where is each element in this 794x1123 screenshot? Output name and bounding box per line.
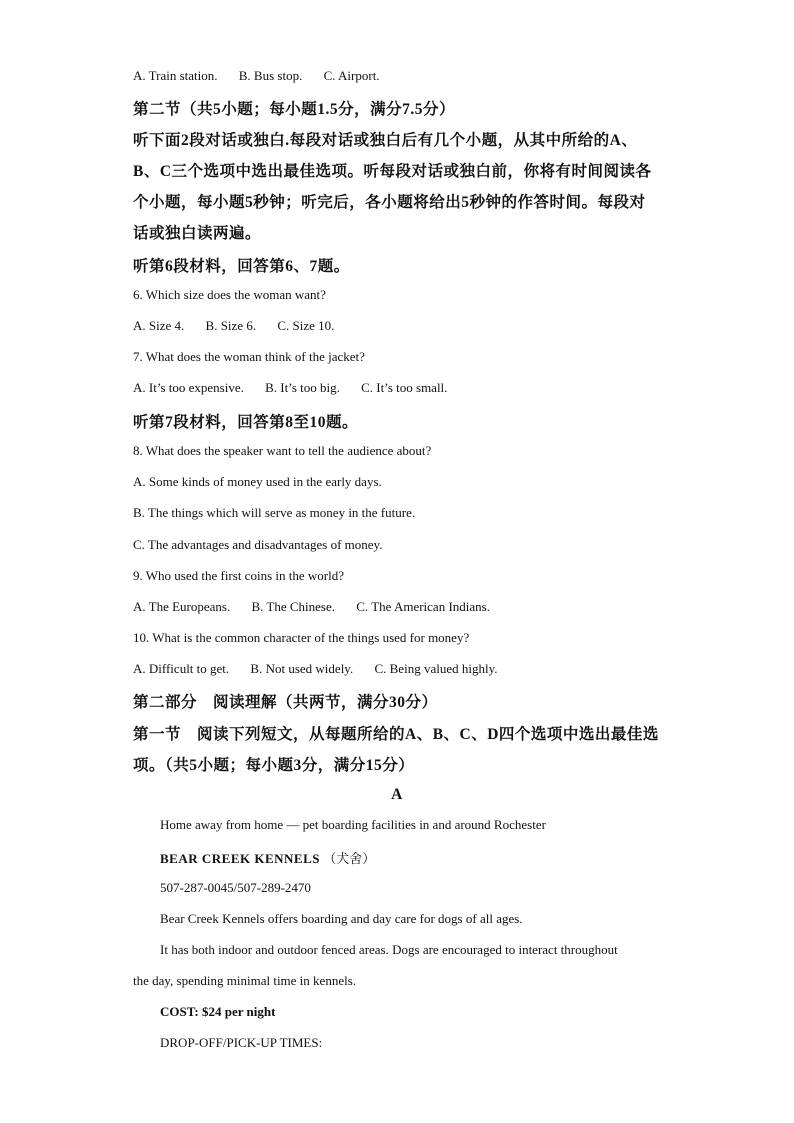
q7-option-c: C. It’s too small. (361, 380, 448, 395)
q9-option-b: B. The Chinese. (251, 599, 336, 614)
q5-option-b: B. Bus stop. (238, 68, 303, 83)
q9-option-a: A. The Europeans. (133, 599, 231, 614)
section2-instruction-line3: 个小题，每小题5秒钟；听完后，各小题将给出5秒钟的作答时间。每段对 (133, 194, 646, 211)
q6-option-b: B. Size 6. (205, 318, 257, 333)
section2-title: 第二节（共5小题；每小题1.5分，满分7.5分） (133, 101, 456, 118)
section2-instruction-line1: 听下面2段对话或独白.每段对话或独白后有几个小题，从其中所给的A、 (133, 132, 638, 149)
q8-option-b: B. The things which will serve as money in the future. (133, 505, 416, 520)
passage-para2-line1: It has both indoor and outdoor fenced areas. Dogs are encouraged to interact throughout (160, 942, 618, 957)
q9-option-c: C. The American Indians. (356, 599, 490, 614)
q6-question: 6. Which size does the woman want? (133, 287, 326, 302)
section2-instruction-line2: B、C三个选项中选出最佳选项。听每段对话或独白前，你将有时间阅读各 (133, 163, 652, 180)
part2-section1-line1: 第一节 阅读下列短文，从每题所给的A、B、C、D四个选项中选出最佳选 (133, 726, 659, 743)
kennel-name-cn: （犬舍） (323, 851, 376, 866)
kennel-name (160, 848, 694, 867)
passage-para2-line2: the day, spending minimal time in kennels. (133, 973, 357, 988)
passage-para1: Bear Creek Kennels offers boarding and day care for dogs of all ages. (160, 911, 523, 926)
q5-option-a: A. Train station. (133, 68, 218, 83)
q5-options (133, 68, 694, 84)
q9-question: 9. Who used the first coins in the world? (133, 568, 344, 583)
q7-question: 7. What does the woman think of the jacket? (133, 349, 365, 364)
q8-question: 8. What does the speaker want to tell the audience about? (133, 443, 432, 458)
material7-heading: 听第7段材料，回答第8至10题。 (133, 414, 359, 431)
part2-section1-line2: 项。（共5小题；每小题3分，满分15分） (133, 757, 415, 774)
kennel-name-en: BEAR CREEK KENNELS (160, 851, 320, 866)
q10-option-a: A. Difficult to get. (133, 661, 230, 676)
passage-letter: A (391, 786, 403, 803)
q7-options (133, 380, 694, 396)
section2-instruction-line4: 话或独白读两遍。 (133, 225, 262, 242)
kennel-dropoff-times: DROP-OFF/PICK-UP TIMES: (160, 1035, 323, 1050)
q6-option-c: C. Size 10. (277, 318, 335, 333)
q8-option-a: A. Some kinds of money used in the early days. (133, 474, 382, 489)
q5-option-c: C. Airport. (323, 68, 380, 83)
q8-option-c: C. The advantages and disadvantages of money. (133, 537, 383, 552)
q7-option-a: A. It’s too expensive. (133, 380, 244, 395)
part2-title: 第二部分 阅读理解（共两节，满分30分） (133, 694, 438, 711)
q10-options (133, 661, 694, 677)
q10-question: 10. What is the common character of the things used for money? (133, 630, 470, 645)
passage-subtitle: Home away from home — pet boarding facilities in and around Rochester (160, 817, 546, 832)
q6-option-a: A. Size 4. (133, 318, 185, 333)
kennel-phone: 507-287-0045/507-289-2470 (160, 880, 311, 895)
kennel-cost: COST: $24 per night (160, 1004, 276, 1019)
q9-options (133, 599, 694, 615)
material6-heading: 听第6段材料，回答第6、7题。 (133, 258, 350, 275)
q10-option-b: B. Not used widely. (250, 661, 354, 676)
q7-option-b: B. It’s too big. (265, 380, 340, 395)
q6-options (133, 318, 694, 334)
q10-option-c: C. Being valued highly. (374, 661, 498, 676)
